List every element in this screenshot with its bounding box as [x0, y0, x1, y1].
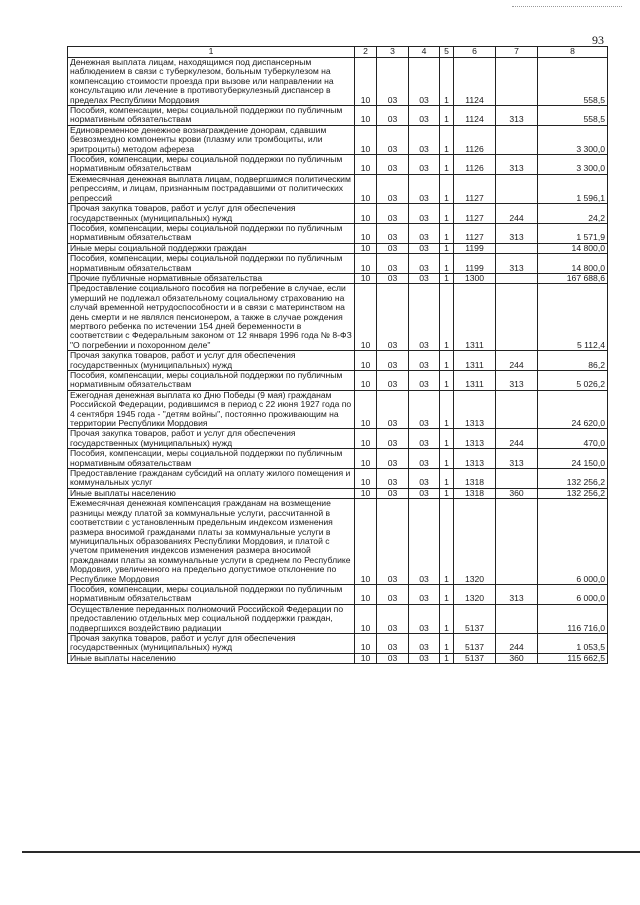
subprogram-code-cell: 1 [440, 371, 454, 391]
subprogram-code-cell: 1 [440, 429, 454, 449]
expense-type-cell: 313 [496, 371, 538, 391]
subprogram-code-cell: 1 [440, 633, 454, 653]
subprogram-code-cell: 1 [440, 488, 454, 498]
section-code-cell: 10 [355, 584, 377, 604]
subprogram-code-cell: 1 [440, 351, 454, 371]
subprogram-code-cell: 1 [440, 174, 454, 203]
amount-cell: 24 620,0 [538, 390, 608, 429]
section-code-cell: 10 [355, 429, 377, 449]
program-code-cell: 03 [409, 174, 440, 203]
item-name-cell: Ежегодная денежная выплата ко Дню Победы (9 мая) гражданам Российской Федерации, родившимся в период с 22 июня 1927 года по 4 сентября 1945 года - "детям войны", постоянно проживающим на территории Республики Мордовия [68, 390, 355, 429]
subprogram-code-cell: 1 [440, 273, 454, 283]
section-code-cell: 10 [355, 273, 377, 283]
item-name-cell: Прочая закупка товаров, работ и услуг для обеспечения государственных (муниципальных) нужд [68, 633, 355, 653]
subprogram-code-cell: 1 [440, 254, 454, 274]
expense-type-cell [496, 243, 538, 253]
expense-type-cell [496, 604, 538, 633]
item-name-cell: Денежная выплата лицам, находящимся под диспансерным наблюдением в связи с туберкулезом, больным туберкулезом на компенсацию стоимости проезда при вызове или направлении на консультацию или лечение в противотуберкулезный диспансер в пределах Республики Мордовия [68, 58, 355, 106]
page-number: 93 [592, 33, 604, 47]
subprogram-code-cell: 1 [440, 390, 454, 429]
table-row [68, 174, 608, 203]
expense-type-cell [496, 499, 538, 585]
section-code-cell: 10 [355, 351, 377, 371]
subsection-code-cell: 03 [377, 390, 409, 429]
amount-cell: 558,5 [538, 106, 608, 126]
expense-type-cell: 313 [496, 584, 538, 604]
program-code-cell: 03 [409, 58, 440, 106]
section-code-cell: 10 [355, 284, 377, 351]
article-code-cell: 1124 [454, 58, 496, 106]
article-code-cell: 1311 [454, 284, 496, 351]
expense-type-cell: 244 [496, 204, 538, 224]
item-name-cell: Единовременное денежное вознаграждение донорам, сдавшим безвозмездно компоненты крови (плазму или тромбоциты, или эритроциты) методом афереза [68, 125, 355, 154]
expense-type-cell [496, 284, 538, 351]
amount-cell: 3 300,0 [538, 155, 608, 175]
article-code-cell: 1127 [454, 223, 496, 243]
expense-type-cell: 244 [496, 633, 538, 653]
program-code-cell: 03 [409, 223, 440, 243]
program-code-cell: 03 [409, 204, 440, 224]
expense-type-cell [496, 390, 538, 429]
article-code-cell: 5137 [454, 633, 496, 653]
section-code-cell: 10 [355, 58, 377, 106]
table-row [68, 429, 608, 449]
subsection-code-cell: 03 [377, 449, 409, 469]
subsection-code-cell: 03 [377, 155, 409, 175]
table-row [68, 223, 608, 243]
table-row [68, 155, 608, 175]
amount-cell: 132 256,2 [538, 488, 608, 498]
amount-cell: 115 662,5 [538, 653, 608, 663]
header-cell: 3 [377, 47, 409, 58]
article-code-cell: 1318 [454, 469, 496, 489]
article-code-cell: 5137 [454, 604, 496, 633]
subsection-code-cell: 03 [377, 223, 409, 243]
table-header-row [68, 47, 608, 58]
item-name-cell: Предоставление социального пособия на погребение в случае, если умерший не подлежал обязательному социальному страхованию на случай временной нетрудоспособности и в связи с материнством на день смерти и не являлся пенсионером, а также в случае рождения мертвого ребенка по истечении 154 дней беременности в соответствии с Федеральным законом от 12 января 1996 года № 8-ФЗ "О погребении и похоронном деле" [68, 284, 355, 351]
subprogram-code-cell: 1 [440, 449, 454, 469]
program-code-cell: 03 [409, 284, 440, 351]
article-code-cell: 1199 [454, 243, 496, 253]
section-code-cell: 10 [355, 174, 377, 203]
section-code-cell: 10 [355, 449, 377, 469]
expense-type-cell: 313 [496, 449, 538, 469]
subprogram-code-cell: 1 [440, 58, 454, 106]
item-name-cell: Предоставление гражданам субсидий на оплату жилого помещения и коммунальных услуг [68, 469, 355, 489]
table-row [68, 351, 608, 371]
table-row [68, 273, 608, 283]
expense-type-cell [496, 58, 538, 106]
item-name-cell: Иные меры социальной поддержки граждан [68, 243, 355, 253]
item-name-cell: Пособия, компенсации, меры социальной поддержки по публичным нормативным обязательствам [68, 584, 355, 604]
program-code-cell: 03 [409, 243, 440, 253]
header-cell: 4 [409, 47, 440, 58]
section-code-cell: 10 [355, 469, 377, 489]
amount-cell: 14 800,0 [538, 254, 608, 274]
header-cell: 7 [496, 47, 538, 58]
amount-cell: 116 716,0 [538, 604, 608, 633]
subprogram-code-cell: 1 [440, 243, 454, 253]
amount-cell: 5 112,4 [538, 284, 608, 351]
article-code-cell: 1126 [454, 155, 496, 175]
article-code-cell: 1127 [454, 174, 496, 203]
subsection-code-cell: 03 [377, 125, 409, 154]
article-code-cell: 1311 [454, 371, 496, 391]
item-name-cell: Пособия, компенсации, меры социальной поддержки по публичным нормативным обязательствам [68, 254, 355, 274]
table-row [68, 499, 608, 585]
item-name-cell: Иные выплаты населению [68, 653, 355, 663]
article-code-cell: 1313 [454, 390, 496, 429]
amount-cell: 1 571,9 [538, 223, 608, 243]
subprogram-code-cell: 1 [440, 653, 454, 663]
header-cell: 8 [538, 47, 608, 58]
table-row [68, 469, 608, 489]
expense-type-cell: 360 [496, 653, 538, 663]
article-code-cell: 1199 [454, 254, 496, 274]
program-code-cell: 03 [409, 351, 440, 371]
table-row [68, 106, 608, 126]
section-code-cell: 10 [355, 604, 377, 633]
subprogram-code-cell: 1 [440, 204, 454, 224]
program-code-cell: 03 [409, 273, 440, 283]
subsection-code-cell: 03 [377, 243, 409, 253]
program-code-cell: 03 [409, 429, 440, 449]
section-code-cell: 10 [355, 499, 377, 585]
table-row [68, 58, 608, 106]
program-code-cell: 03 [409, 469, 440, 489]
subsection-code-cell: 03 [377, 106, 409, 126]
header-cell: 1 [68, 47, 355, 58]
table-row [68, 604, 608, 633]
article-code-cell: 1313 [454, 449, 496, 469]
amount-cell: 5 026,2 [538, 371, 608, 391]
item-name-cell: Иные выплаты населению [68, 488, 355, 498]
scan-artifact [512, 6, 622, 8]
subsection-code-cell: 03 [377, 204, 409, 224]
article-code-cell: 1320 [454, 499, 496, 585]
subsection-code-cell: 03 [377, 469, 409, 489]
table-row [68, 243, 608, 253]
item-name-cell: Пособия, компенсации, меры социальной поддержки по публичным нормативным обязательствам [68, 371, 355, 391]
amount-cell: 6 000,0 [538, 499, 608, 585]
table-row [68, 584, 608, 604]
expense-type-cell [496, 125, 538, 154]
expense-type-cell [496, 273, 538, 283]
subsection-code-cell: 03 [377, 499, 409, 585]
header-cell: 5 [440, 47, 454, 58]
subsection-code-cell: 03 [377, 174, 409, 203]
program-code-cell: 03 [409, 125, 440, 154]
section-code-cell: 10 [355, 155, 377, 175]
item-name-cell: Прочая закупка товаров, работ и услуг для обеспечения государственных (муниципальных) нужд [68, 351, 355, 371]
table-row [68, 284, 608, 351]
subsection-code-cell: 03 [377, 351, 409, 371]
article-code-cell: 1127 [454, 204, 496, 224]
subsection-code-cell: 03 [377, 429, 409, 449]
table-row [68, 653, 608, 663]
amount-cell: 3 300,0 [538, 125, 608, 154]
article-code-cell: 5137 [454, 653, 496, 663]
subprogram-code-cell: 1 [440, 223, 454, 243]
article-code-cell: 1318 [454, 488, 496, 498]
program-code-cell: 03 [409, 155, 440, 175]
program-code-cell: 03 [409, 488, 440, 498]
subsection-code-cell: 03 [377, 254, 409, 274]
subprogram-code-cell: 1 [440, 499, 454, 585]
subsection-code-cell: 03 [377, 584, 409, 604]
article-code-cell: 1126 [454, 125, 496, 154]
subsection-code-cell: 03 [377, 653, 409, 663]
amount-cell: 558,5 [538, 58, 608, 106]
section-code-cell: 10 [355, 371, 377, 391]
item-name-cell: Прочая закупка товаров, работ и услуг для обеспечения государственных (муниципальных) нужд [68, 204, 355, 224]
amount-cell: 24 150,0 [538, 449, 608, 469]
item-name-cell: Пособия, компенсации, меры социальной поддержки по публичным нормативным обязательствам [68, 223, 355, 243]
item-name-cell: Пособия, компенсации, меры социальной поддержки по публичным нормативным обязательствам [68, 449, 355, 469]
table-row [68, 449, 608, 469]
section-code-cell: 10 [355, 390, 377, 429]
item-name-cell: Пособия, компенсации, меры социальной поддержки по публичным нормативным обязательствам [68, 106, 355, 126]
section-code-cell: 10 [355, 106, 377, 126]
amount-cell: 14 800,0 [538, 243, 608, 253]
section-code-cell: 10 [355, 633, 377, 653]
expense-type-cell: 244 [496, 351, 538, 371]
table-row [68, 390, 608, 429]
expense-type-cell [496, 174, 538, 203]
expense-type-cell: 244 [496, 429, 538, 449]
subsection-code-cell: 03 [377, 371, 409, 391]
subsection-code-cell: 03 [377, 488, 409, 498]
amount-cell: 1 053,5 [538, 633, 608, 653]
subprogram-code-cell: 1 [440, 125, 454, 154]
section-code-cell: 10 [355, 243, 377, 253]
amount-cell: 86,2 [538, 351, 608, 371]
program-code-cell: 03 [409, 390, 440, 429]
amount-cell: 24,2 [538, 204, 608, 224]
section-code-cell: 10 [355, 223, 377, 243]
expense-type-cell: 313 [496, 155, 538, 175]
amount-cell: 132 256,2 [538, 469, 608, 489]
program-code-cell: 03 [409, 371, 440, 391]
program-code-cell: 03 [409, 633, 440, 653]
subprogram-code-cell: 1 [440, 155, 454, 175]
subsection-code-cell: 03 [377, 58, 409, 106]
table-row [68, 488, 608, 498]
subprogram-code-cell: 1 [440, 584, 454, 604]
table-row [68, 254, 608, 274]
subsection-code-cell: 03 [377, 284, 409, 351]
table-row [68, 125, 608, 154]
table-row [68, 204, 608, 224]
subsection-code-cell: 03 [377, 633, 409, 653]
subprogram-code-cell: 1 [440, 469, 454, 489]
expense-type-cell: 313 [496, 106, 538, 126]
subsection-code-cell: 03 [377, 273, 409, 283]
header-cell: 6 [454, 47, 496, 58]
program-code-cell: 03 [409, 254, 440, 274]
amount-cell: 167 688,6 [538, 273, 608, 283]
item-name-cell: Прочие публичные нормативные обязательства [68, 273, 355, 283]
article-code-cell: 1124 [454, 106, 496, 126]
item-name-cell: Ежемесячная денежная компенсация гражданам на возмещение разницы между платой за коммунальные услуги, рассчитанной в соответствии с установленным предельным индексом изменения размера вносимой гражданами платы за коммунальные услуги в муниципальных образованиях Республики Мордовия, и платой с учетом применения индексов изменения размера вносимой гражданами платы за коммунальные услуги в среднем по Республике Мордовия, увеличенного на предельно допустимое отклонение по Республике Мордовия [68, 499, 355, 585]
amount-cell: 1 596,1 [538, 174, 608, 203]
subsection-code-cell: 03 [377, 604, 409, 633]
article-code-cell: 1311 [454, 351, 496, 371]
section-code-cell: 10 [355, 653, 377, 663]
expense-type-cell: 313 [496, 254, 538, 274]
table-row [68, 371, 608, 391]
subprogram-code-cell: 1 [440, 604, 454, 633]
expense-type-cell: 313 [496, 223, 538, 243]
program-code-cell: 03 [409, 604, 440, 633]
expense-type-cell: 360 [496, 488, 538, 498]
amount-cell: 6 000,0 [538, 584, 608, 604]
item-name-cell: Ежемесячная денежная выплата лицам, подвергшимся политическим репрессиям, и лицам, признанным пострадавшими от политических репрессий [68, 174, 355, 203]
table-body [68, 58, 608, 664]
program-code-cell: 03 [409, 449, 440, 469]
section-code-cell: 10 [355, 488, 377, 498]
section-code-cell: 10 [355, 254, 377, 274]
header-cell: 2 [355, 47, 377, 58]
article-code-cell: 1320 [454, 584, 496, 604]
article-code-cell: 1300 [454, 273, 496, 283]
item-name-cell: Осуществление переданных полномочий Российской Федерации по предоставлению отдельных мер социальной поддержки граждан, подвергшихся воздействию радиации [68, 604, 355, 633]
budget-table [67, 46, 608, 664]
item-name-cell: Пособия, компенсации, меры социальной поддержки по публичным нормативным обязательствам [68, 155, 355, 175]
program-code-cell: 03 [409, 499, 440, 585]
section-code-cell: 10 [355, 204, 377, 224]
article-code-cell: 1313 [454, 429, 496, 449]
page-bottom-rule [22, 851, 640, 853]
program-code-cell: 03 [409, 653, 440, 663]
expense-type-cell [496, 469, 538, 489]
program-code-cell: 03 [409, 106, 440, 126]
table-row [68, 633, 608, 653]
subprogram-code-cell: 1 [440, 106, 454, 126]
program-code-cell: 03 [409, 584, 440, 604]
item-name-cell: Прочая закупка товаров, работ и услуг для обеспечения государственных (муниципальных) нужд [68, 429, 355, 449]
section-code-cell: 10 [355, 125, 377, 154]
amount-cell: 470,0 [538, 429, 608, 449]
subprogram-code-cell: 1 [440, 284, 454, 351]
